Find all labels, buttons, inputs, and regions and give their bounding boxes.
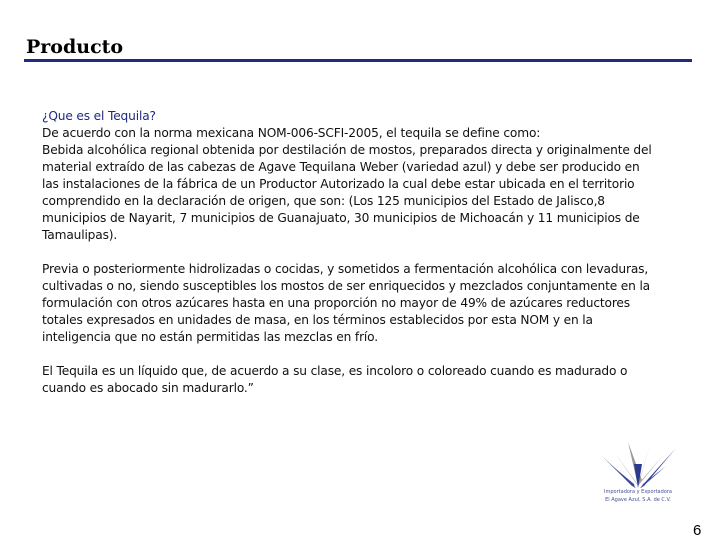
logo-text-line-2: El Agave Azul, S.A. de C.V.	[605, 497, 671, 503]
definition-body: Bebida alcohólica regional obtenida por destilación de mostos, preparados directa y originalmente del material extraído de las cabezas de Agave Tequilana Weber (variedad azul) y debe ser producido en las instalaciones de la fábrica de un Productor Autorizado la cual debe estar ubicada en el territorio comprendido en la declaración de origen, que son: (Los 125 municipios del Estado de Jalisco,8 municipios de Nayarit, 7 municipios de Guanajuato, 30 municipios de Michoacán y 11 municipios de Tamaulipas).	[42, 143, 652, 242]
question-heading: ¿Que es el Tequila?	[42, 109, 156, 123]
title-divider	[24, 59, 692, 62]
company-logo	[588, 434, 688, 514]
slide-title: Producto	[26, 36, 124, 58]
slide-body	[42, 108, 658, 397]
process-paragraph: Previa o posteriormente hidrolizadas o cocidas, y sometidos a fermentación alcohólica con levaduras, cultivadas o no, siendo susceptibles los mostos de ser enriquecidos y mezclados conjuntamente en la formulación con otros azúcares hasta en una proporción no mayor de 49% de azúcares reductores totales expresados en unidades de masa, en los términos establecidos por esta NOM y en la inteligencia que no están permitidas las mezclas en frío.	[42, 262, 650, 344]
definition-intro: De acuerdo con la norma mexicana NOM-006-SCFI-2005, el tequila se define como:	[42, 126, 541, 140]
color-paragraph: El Tequila es un líquido que, de acuerdo a su clase, es incoloro o coloreado cuando es madurado o cuando es abocado sin madurarlo.”	[42, 364, 628, 395]
page-number: 6	[693, 522, 702, 539]
logo-text-line-1: Importadora y Exportadora	[604, 489, 672, 495]
agave-logo-icon	[588, 434, 688, 490]
